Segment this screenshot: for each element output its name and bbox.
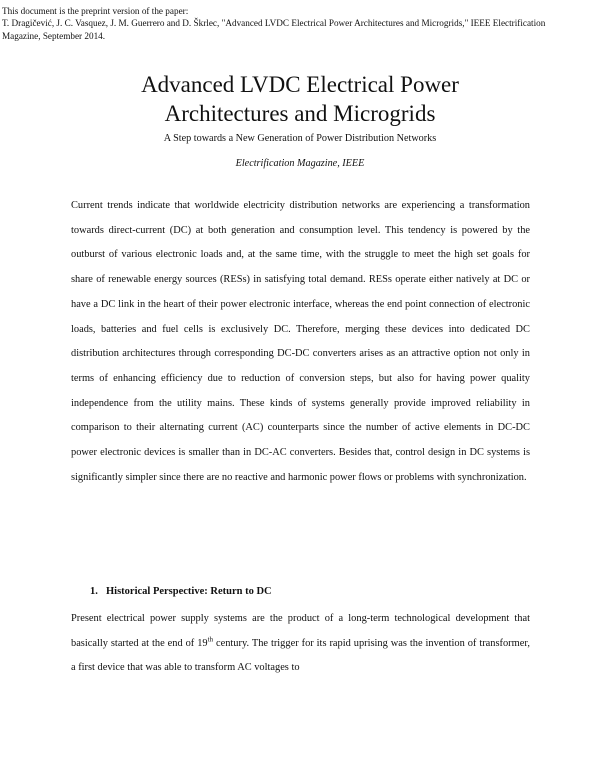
preprint-notice-line: This document is the preprint version of the paper: xyxy=(2,6,189,16)
paragraph-text-continued: century. The trigger for its rapid uprising was the invention of transformer, a first device that was able to transform AC voltages to xyxy=(71,637,530,674)
citation-line: T. Dragičević, J. C. Vasquez, J. M. Guerrero and D. Škrlec, "Advanced LVDC Electrical Power Architectures and Microgrids," IEEE Electrification xyxy=(2,18,546,29)
publication-venue: Electrification Magazine, IEEE xyxy=(235,158,365,169)
section-paragraph xyxy=(71,607,530,681)
section-heading xyxy=(90,586,272,597)
section-title: Historical Perspective: Return to DC xyxy=(106,586,272,597)
superscript-ordinal: th xyxy=(207,635,214,644)
citation-line-continued: Magazine, September 2014. xyxy=(2,30,106,41)
preprint-notice xyxy=(2,5,596,42)
paragraph-text: Present electrical power supply systems are the product of a long-term technological development that basically started at the end of 19 xyxy=(71,613,530,649)
paper-title-line-1: Advanced LVDC Electrical Power xyxy=(141,72,459,97)
paper-title xyxy=(0,70,600,128)
paper-subtitle: A Step towards a New Generation of Power Distribution Networks xyxy=(163,133,437,144)
abstract-paragraph: Current trends indicate that worldwide electricity distribution networks are experiencing a transformation towards direct-current (DC) at both generation and consumption level. This tendency is powered by the outburst of various electronic loads and, at the same time, with the struggle to meet the high set goals for share of renewable energy sources (RESs) in satisfying total demand. RESs operate either natively at DC or have a DC link in the heart of their power electronic interface, whereas the end point connection of electronic loads, batteries and fuel cells is exclusively DC. Therefore, merging these devices into dedicated DC distribution architectures through corresponding DC-DC converters arises as an attractive option not only in terms of enhancing efficiency due to reduction of conversion steps, but also for having power quality independence from the utility mains. These kinds of systems generally provide improved reliability in comparison to their alternating current (AC) counterparts since the number of active elements in DC-DC power electronic devices is smaller than in DC-AC converters. Besides that, control design in DC systems is significantly simpler since there are no reactive and harmonic power flows or problems with synchronization. xyxy=(71,200,530,483)
section-number: 1. xyxy=(90,586,98,597)
paper-title-line-2: Architectures and Microgrids xyxy=(164,101,436,126)
